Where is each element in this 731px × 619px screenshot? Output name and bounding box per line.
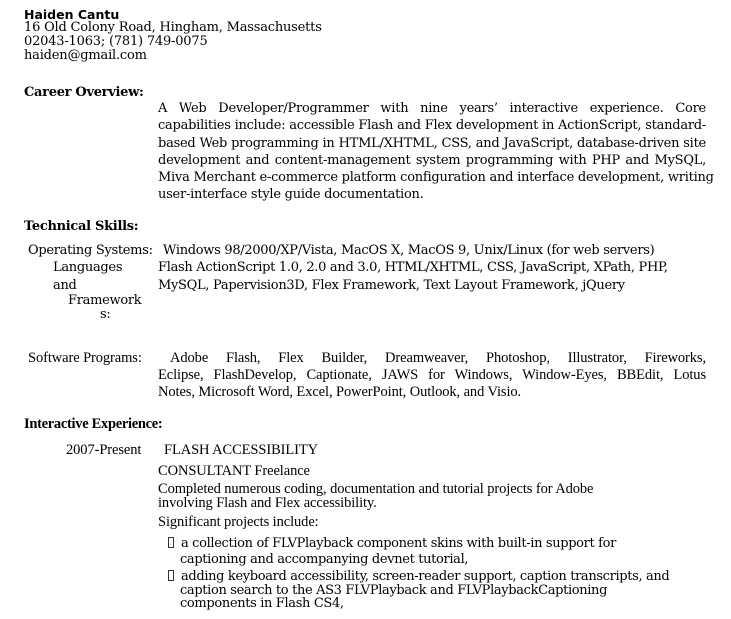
software-lines-rest: [158, 367, 706, 401]
career-line: development and content-management system programming with PHP and MySQL,: [158, 152, 706, 168]
project-bullet-item: [168, 569, 669, 584]
bullet-line: captioning and accompanying devnet tutorial,: [180, 552, 469, 567]
project-bullet-item: [168, 536, 616, 551]
career-line: user-interface style guide documentation.: [158, 187, 424, 203]
bullet-icon: [168, 537, 174, 548]
experience-dates: 2007-Present: [66, 442, 142, 458]
career-overview-text: [158, 100, 714, 204]
languages-label-1: Languages: [53, 260, 123, 275]
candidate-name: Haiden Cantu: [24, 7, 120, 22]
interactive-experience-heading: Interactive Experience:: [24, 416, 163, 432]
bullet-line: a collection of FLVPlayback component skins with built-in support for: [181, 536, 616, 551]
email: haiden@gmail.com: [24, 48, 147, 63]
technical-skills-heading: Technical Skills:: [24, 219, 139, 234]
career-line: capabilities include: accessible Flash and Flex development in ActionScript, standard-: [158, 118, 706, 134]
languages-line: MySQL, Papervision3D, Flex Framework, Text Layout Framework, jQuery: [158, 278, 625, 293]
experience-desc-line: Completed numerous coding, documentation and tutorial projects for Adobe: [158, 481, 594, 497]
software-line-first: [170, 350, 706, 367]
experience-desc-line: involving Flash and Flex accessibility.: [158, 495, 377, 511]
os-value: Windows 98/2000/XP/Vista, MacOS X, MacOS 9, Unix/Linux (for web servers): [163, 243, 655, 257]
bullet-line: adding keyboard accessibility, screen-reader support, caption transcripts, and: [181, 569, 670, 584]
projects-intro: Significant projects include:: [158, 514, 319, 530]
experience-role-line1: FLASH ACCESSIBILITY: [164, 442, 318, 458]
career-line: A Web Developer/Programmer with nine years’ interactive experience. Core: [158, 101, 706, 116]
software-line: Eclipse, FlashDevelop, Captionate, JAWS for Windows, Window-Eyes, BBEdit, Lotus: [158, 367, 706, 383]
software-label: Software Programs:: [28, 350, 142, 366]
career-line: Miva Merchant e-commerce platform configuration and interface development, writing: [158, 170, 714, 186]
languages-label-2: and: [53, 278, 77, 293]
career-overview-heading: Career Overview:: [24, 85, 144, 100]
os-label: Operating Systems:: [28, 243, 153, 257]
experience-role-line2: CONSULTANT Freelance: [158, 463, 310, 479]
languages-line: Flash ActionScript 1.0, 2.0 and 3.0, HTML/XHTML, CSS, JavaScript, XPath, PHP,: [158, 260, 668, 275]
bullet-line: components in Flash CS4,: [180, 596, 344, 611]
languages-label-4: s:: [100, 307, 111, 322]
bullet-icon: [168, 570, 174, 581]
languages-label-3: Framework: [68, 293, 142, 308]
address: 16 Old Colony Road, Hingham, Massachusetts: [24, 20, 322, 35]
bullet-line: caption search to the AS3 FLVPlayback and FLVPlaybackCaptioning: [180, 583, 608, 598]
zip-phone: 02043-1063; (781) 749-0075: [24, 34, 208, 49]
software-line: Notes, Microsoft Word, Excel, PowerPoint, Outlook, and Visio.: [158, 384, 522, 400]
software-line: Adobe Flash, Flex Builder, Dreamweaver, Photoshop, Illustrator, Fireworks,: [170, 350, 706, 366]
career-line: based Web programming in HTML/XHTML, CSS, and JavaScript, database-driven site: [158, 135, 706, 151]
